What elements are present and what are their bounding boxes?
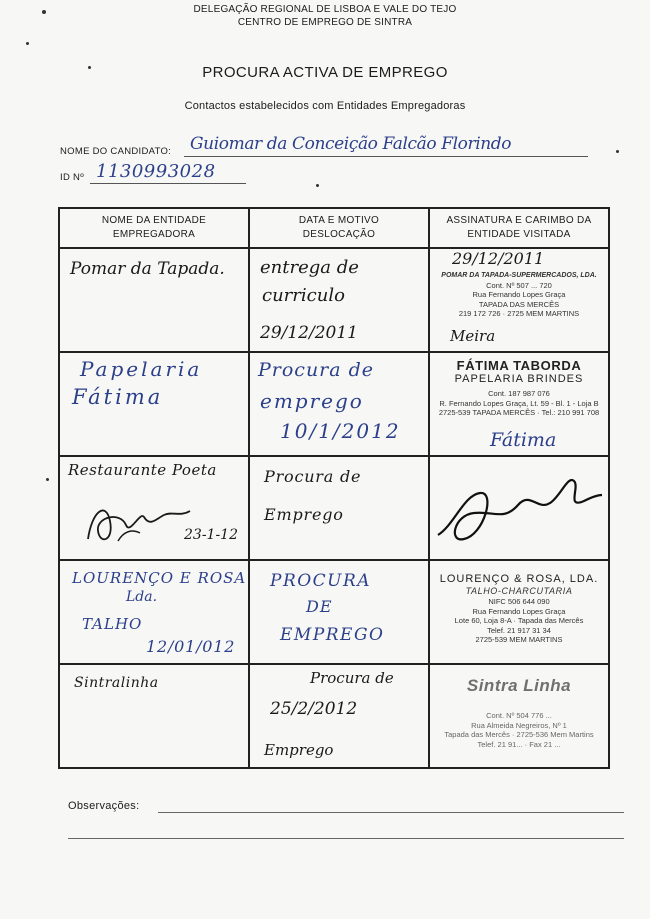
date-text-line: DE <box>306 597 333 616</box>
date-text-line: Procura de <box>310 669 394 687</box>
date-text-line: Procura de <box>264 467 362 486</box>
stamp-line: Telef. 21 917 31 34 <box>487 625 551 635</box>
company-stamp <box>430 271 608 319</box>
signature-cell <box>429 456 609 560</box>
stamp-line: Rua Fernando Lopes Graça <box>472 606 566 616</box>
table-row <box>59 352 609 456</box>
header-date: DATA E MOTIVO DESLOCAÇÃO <box>249 208 429 248</box>
stamp-line: POMAR DA TAPADA-SUPERMERCADOS, LDA. <box>441 272 597 279</box>
entity-name: Sintralinha <box>74 675 159 691</box>
stamp-title: FÁTIMA TABORDA <box>456 358 582 373</box>
stamp-line: Rua Almeida Negreiros, Nº 1 <box>471 720 567 730</box>
entity-name: TALHO <box>82 615 143 633</box>
header-line-2: CENTRO DE EMPREGO DE SINTRA <box>237 17 413 28</box>
signature-scribble-icon <box>80 481 200 551</box>
stamp-line: 219 172 726 · 2725 MEM MARTINS <box>458 309 580 318</box>
entity-name: LOURENÇO E ROSA <box>72 569 247 587</box>
date-text-line: PROCURA <box>270 571 372 591</box>
date-text-line: 29/12/2011 <box>260 323 358 343</box>
date-text-line: EMPREGO <box>280 625 385 645</box>
entity-cell <box>59 560 249 664</box>
date-text-line: emprego <box>260 389 364 413</box>
stamp-title: Sintra Linha <box>466 676 572 695</box>
signature-cell <box>429 248 609 352</box>
table-row <box>59 664 609 768</box>
signature-date: 29/12/2011 <box>452 249 545 268</box>
observations-line <box>68 838 624 839</box>
entity-name: Lda. <box>126 589 158 605</box>
scan-dot <box>616 150 619 153</box>
candidate-name-underline <box>184 156 588 157</box>
candidate-id-value: 1130993028 <box>96 161 216 182</box>
entity-name: Papelaria <box>80 357 203 381</box>
stamp-line: NIFC 506 644 090 <box>488 597 550 606</box>
entity-cell <box>59 456 249 560</box>
signature-cell <box>429 560 609 664</box>
stamp-subtitle: TALHO-CHARCUTARIA <box>465 586 573 596</box>
header-signature: ASSINATURA E CARIMBO DA ENTIDADE VISITADA <box>429 208 609 248</box>
stamp-line: Lote 60, Loja 8-A · Tapada das Mercês <box>454 616 584 625</box>
candidate-id-label: ID Nº <box>60 172 84 183</box>
company-stamp <box>430 573 608 645</box>
header-line-1: DELEGAÇÃO REGIONAL DE LISBOA E VALE DO TEJO <box>193 4 457 15</box>
date-cell <box>249 560 429 664</box>
form-title: PROCURA ACTIVA DE EMPREGO <box>202 64 448 81</box>
date-cell <box>249 456 429 560</box>
stamp-title: LOURENÇO & ROSA, LDA. <box>439 573 599 585</box>
scan-dot <box>26 42 29 45</box>
table-row <box>59 560 609 664</box>
table-row <box>59 248 609 352</box>
stamp-line: Cont. Nº 504 776 ... <box>486 711 552 720</box>
scan-dot <box>46 478 49 481</box>
company-stamp <box>430 359 608 418</box>
stamp-subtitle: PAPELARIA BRINDES <box>454 373 584 385</box>
scan-dot <box>88 66 91 69</box>
date-text-line: 10/1/2012 <box>280 419 401 443</box>
date-cell <box>249 352 429 456</box>
signature-scribble: Meira <box>450 327 496 345</box>
date-text-line: entrega de <box>260 257 359 278</box>
stamp-line: 2725-539 TAPADA MERCÊS · Tel.: 210 991 708 <box>438 408 600 417</box>
observations-label: Observações: <box>68 800 140 812</box>
header-entity: NOME DA ENTIDADE EMPREGADORA <box>59 208 249 248</box>
entity-date: 12/01/012 <box>146 637 236 656</box>
entity-name: Restaurante Poeta <box>68 461 217 479</box>
date-text-line: 25/2/2012 <box>270 699 358 719</box>
form-subtitle: Contactos estabelecidos com Entidades Empregadoras <box>184 100 466 112</box>
observations-line <box>158 812 624 813</box>
date-cell <box>249 248 429 352</box>
candidate-name-label: NOME DO CANDIDATO: <box>60 146 172 157</box>
entity-name: Pomar da Tapada. <box>70 259 225 279</box>
signature-scribble: Fátima <box>490 429 557 451</box>
signature-cell <box>429 664 609 768</box>
entity-cell <box>59 248 249 352</box>
signature-cell <box>429 352 609 456</box>
entity-name: Fátima <box>72 385 164 409</box>
stamp-line: Cont. 187 987 076 <box>488 389 550 398</box>
candidate-id-underline <box>90 183 246 184</box>
date-text-line: curriculo <box>262 285 345 306</box>
entity-cell <box>59 352 249 456</box>
scan-dot <box>316 184 319 187</box>
stamp-line: TAPADA DAS MERCÊS <box>478 299 560 309</box>
entity-cell <box>59 664 249 768</box>
stamp-line: Tapada das Mercês · 2725-536 Mem Martins <box>444 730 594 739</box>
stamp-line: R. Fernando Lopes Graça, Lt. 59 - Bl. 1 - Loja B <box>439 398 599 408</box>
date-text-line: Emprego <box>264 741 334 759</box>
company-stamp <box>430 675 608 749</box>
date-text-line: Procura de <box>258 359 375 381</box>
signature-scribble-icon <box>434 465 604 555</box>
scan-dot <box>42 10 46 14</box>
contacts-table <box>58 207 610 769</box>
table-header-row <box>59 208 609 248</box>
date-text-line: Emprego <box>264 505 344 524</box>
stamp-line: Rua Fernando Lopes Graça <box>472 290 566 299</box>
stamp-line: Cont. Nº 507 ... 720 <box>486 280 552 290</box>
date-cell <box>249 664 429 768</box>
table-row <box>59 456 609 560</box>
stamp-line: Telef. 21 91... · Fax 21 ... <box>477 739 561 749</box>
stamp-line: 2725-539 MEM MARTINS <box>475 635 563 644</box>
candidate-name-value: Guiomar da Conceição Falcão Florindo <box>190 134 512 154</box>
entity-date: 23-1-12 <box>184 527 238 543</box>
